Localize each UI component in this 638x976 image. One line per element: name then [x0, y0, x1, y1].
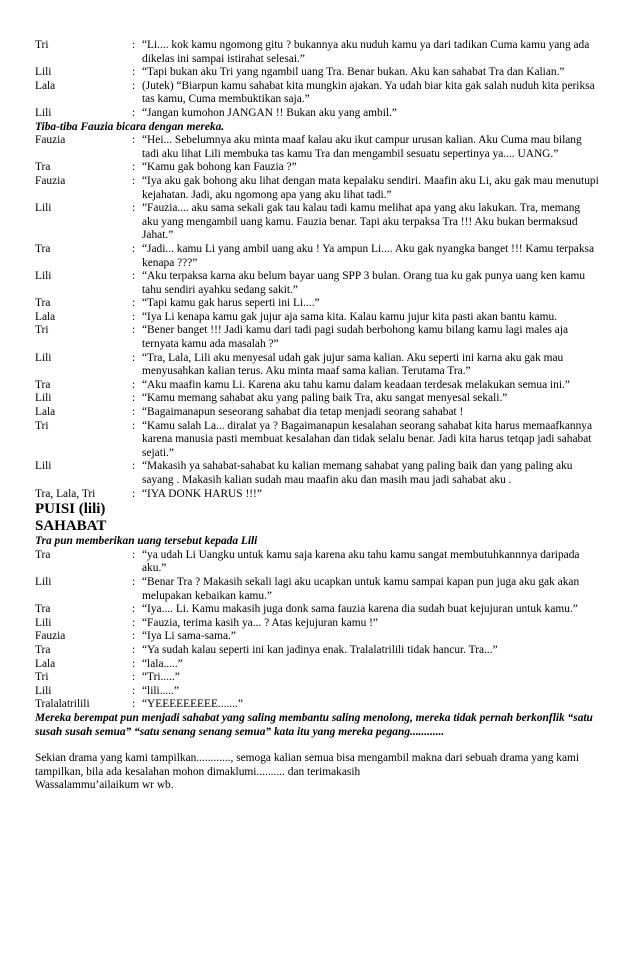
dialogue-line	[35, 80, 599, 107]
separator-colon: :	[132, 487, 136, 500]
stage-direction-money: Tra pun memberikan uang tersebut kepada Lili	[35, 535, 258, 548]
dialogue-text: “Tra, Lala, Lili aku menyesal udah gak jujur sama kalian. Aku seperti ini karna aku gak mau menyusahkan kalian terus. Aku minta maaf sama kalian. Terutama Tra.”	[142, 351, 564, 378]
dialogue-text: “Iya Li sama-sama.”	[142, 630, 236, 643]
dialogue-line	[35, 39, 599, 66]
speaker-name: Lili	[35, 392, 52, 405]
dialogue-text: “Aku terpaksa karna aku belum bayar uang SPP 3 bulan. Orang tua ku gak punya uang ken kamu tahu sendiri ayahku sedang sakit.”	[142, 270, 586, 296]
dialogue-block-2	[35, 134, 599, 501]
separator-colon: :	[132, 698, 136, 711]
dialogue-text: “Jangan kumohon JANGAN !! Bukan aku yang ambil.”	[142, 106, 397, 119]
dialogue-line	[35, 617, 599, 631]
dialogue-text: “Aku maafin kamu Li. Karena aku tahu kamu dalam keadaan terdesak melakukan semua ini.”	[142, 378, 570, 391]
separator-colon: :	[132, 161, 136, 174]
dialogue-text: “Ya sudah kalau seperti ini kan jadinya enak. Tralalatrilili tidak hancur. Tra...”	[142, 643, 498, 656]
speaker-name: Lili	[35, 616, 52, 629]
separator-colon: :	[132, 671, 136, 684]
separator-colon: :	[132, 39, 136, 51]
speaker-name: Tra	[35, 548, 51, 561]
speaker-name: Tra, Lala, Tri	[35, 487, 96, 500]
separator-colon: :	[132, 616, 136, 629]
dialogue-line	[35, 392, 599, 406]
dialogue-line	[35, 352, 599, 379]
dialogue-line	[35, 576, 599, 603]
separator-colon: :	[132, 684, 136, 697]
dialogue-text: “IYA DONK HARUS !!!”	[142, 487, 262, 500]
dialogue-text: “Makasih ya sahabat-sahabat ku kalian memang sahabat yang paling baik dan yang paling aku sayang . Makasih kalian sudah mau maafin aku dan masih mau jadi sahabat aku .	[142, 460, 573, 486]
dialogue-text: “ya udah Li Uangku untuk kamu saja karena aku tahu kamu sangat membutuhkannnya daripada aku.”	[142, 548, 580, 575]
dialogue-text: “Tapi bukan aku Tri yang ngambil uang Tra. Benar bukan. Aku kan sahabat Tra dan Kalian.”	[142, 66, 565, 79]
speaker-name: Lili	[35, 460, 52, 473]
dialogue-block-3	[35, 549, 599, 712]
separator-colon: :	[132, 378, 136, 391]
separator-colon: :	[132, 297, 136, 310]
dialogue-line	[35, 685, 599, 699]
dialogue-line	[35, 603, 599, 617]
speaker-name: Lala	[35, 310, 56, 323]
dialogue-line	[35, 202, 599, 243]
separator-colon: :	[132, 548, 136, 561]
speaker-name: Lala	[35, 406, 56, 419]
dialogue-line	[35, 488, 599, 502]
separator-colon: :	[132, 174, 136, 187]
separator-colon: :	[132, 242, 136, 255]
dialogue-text: “Iya.... Li. Kamu makasih juga donk sama fauzia karena dia sudah buat kejujuran untuk kamu.”	[142, 603, 578, 616]
dialogue-line	[35, 270, 599, 297]
separator-colon: :	[132, 460, 136, 473]
speaker-name: Fauzia	[35, 630, 66, 643]
dialogue-line	[35, 324, 599, 351]
poem-title: SAHABAT	[35, 518, 107, 535]
dialogue-text: “Iya Li kenapa kamu gak jujur aja sama kita. Kalau kamu jujur kita pasti akan bantu kamu.	[142, 310, 557, 323]
speaker-name: Lili	[35, 202, 52, 215]
speaker-name: Tralalatrilili	[35, 698, 90, 711]
dialogue-line	[35, 297, 599, 311]
dialogue-text: “Tri.....”	[142, 671, 180, 684]
speaker-name: Tri	[35, 39, 49, 51]
spacer	[35, 739, 599, 752]
dialogue-text: “Kamu gak bohong kan Fauzia ?”	[142, 161, 297, 174]
separator-colon: :	[132, 657, 136, 670]
speaker-name: Lili	[35, 106, 52, 119]
separator-colon: :	[132, 310, 136, 323]
speaker-name: Tra	[35, 297, 51, 310]
dialogue-line	[35, 379, 599, 393]
dialogue-line	[35, 66, 599, 80]
dialogue-line	[35, 671, 599, 685]
separator-colon: :	[132, 603, 136, 616]
closing-narration: Mereka berempat pun menjadi sahabat yang saling membantu saling menolong, mereka tidak pernah berkonflik “satu susah susah semua” “satu senang senang semua” kata itu yang mereka pegang............	[35, 711, 593, 738]
speaker-name: Lili	[35, 575, 52, 588]
document-page	[35, 39, 599, 793]
speaker-name: Fauzia	[35, 174, 66, 187]
dialogue-line	[35, 175, 599, 202]
dialogue-line	[35, 406, 599, 420]
dialogue-text: “lili.....”	[142, 684, 180, 697]
dialogue-text: “Bener banget !!! Jadi kamu dari tadi pagi sudah berbohong kamu bilang kamu lagi males aja ternyata kamu ada masalah ?”	[142, 324, 569, 351]
dialogue-text: “Bagaimanapun seseorang sahabat dia tetap menjadi seorang sahabat !	[142, 406, 464, 419]
separator-colon: :	[132, 419, 136, 432]
speaker-name: Lili	[35, 684, 52, 697]
speaker-name: Tra	[35, 242, 51, 255]
dialogue-text: “Jadi... kamu Li yang ambil uang aku ! Ya ampun Li.... Aku gak nyangka banget !!! Kamu terpaksa kenapa ???”	[142, 242, 595, 269]
speaker-name: Tri	[35, 324, 49, 337]
speaker-name: Tra	[35, 603, 51, 616]
speaker-name: Lili	[35, 270, 52, 283]
speaker-name: Lala	[35, 657, 56, 670]
speaker-name: Tra	[35, 161, 51, 174]
separator-colon: :	[132, 575, 136, 588]
dialogue-text: “Iya aku gak bohong aku lihat dengan mata kepalaku sendiri. Maafin aku Li, aku gak mau menutupi kejahatan. Jadi, aku ngomong apa yang aku lihat tadi.”	[142, 174, 599, 201]
separator-colon: :	[132, 270, 136, 283]
speaker-name: Lala	[35, 79, 56, 92]
dialogue-line	[35, 420, 599, 461]
dialogue-line	[35, 644, 599, 658]
dialogue-line	[35, 630, 599, 644]
dialogue-text: (Jutek) “Biarpun kamu sahabat kita mungkin ajakan. Ya udah biar kita gak salah nuduh kita periksa tas kamu, Cuma membuktikan saja.”	[142, 79, 595, 106]
speaker-name: Tra	[35, 378, 51, 391]
dialogue-text: “Kamu salah La... diralat ya ? Bagaimanapun kesalahan seorang sahabat kita harus memaafkannya karena manusia pasti membuat kesalahan dan tidak selalu benar. Jadi kita harus tetqap jadi sahabat sejati.”	[142, 419, 593, 459]
stage-direction-fauzia: Tiba-tiba Fauzia bicara dengan mereka.	[35, 120, 225, 133]
poem-heading: PUISI (lili)	[35, 501, 106, 518]
separator-colon: :	[132, 134, 136, 147]
dialogue-line	[35, 107, 599, 121]
speaker-name: Lili	[35, 351, 52, 364]
dialogue-text: “Benar Tra ? Makasih sekali lagi aku ucapkan untuk kamu sampai kapan pun juga aku gak akan melupakan kebaikan kamu.”	[142, 575, 580, 602]
separator-colon: :	[132, 202, 136, 215]
dialogue-text: “Fauzia, terima kasih ya... ? Atas kejujuran kamu !”	[142, 616, 378, 629]
dialogue-text: “Kamu memang sahabat aku yang paling baik Tra, aku sangat menyesal sekali.”	[142, 392, 508, 405]
closing-greeting: Wassalammu’ailaikum wr wb.	[35, 779, 174, 792]
separator-colon: :	[132, 66, 136, 79]
dialogue-text: “Hei... Sebelumnya aku minta maaf kalau aku ikut campur urusan kalian. Aku Cuma mau bilang tadi aku lihat Lili membuka tas kamu Tra dan mengambil sesuatu sepertinya ya.... UANG.”	[142, 134, 582, 160]
closing-paragraph: Sekian drama yang kami tampilkan............, semoga kalian semua bisa mengambil makna dari sebuah drama yang kami tampilkan, bila ada kesalahan mohon dimaklumi.......... dan terimakasih	[35, 752, 580, 778]
separator-colon: :	[132, 324, 136, 337]
separator-colon: :	[132, 643, 136, 656]
separator-colon: :	[132, 392, 136, 405]
dialogue-line	[35, 698, 599, 712]
speaker-name: Lili	[35, 66, 52, 79]
dialogue-text: “lala.....”	[142, 657, 183, 670]
separator-colon: :	[132, 79, 136, 92]
separator-colon: :	[132, 406, 136, 419]
speaker-name: Tri	[35, 671, 49, 684]
speaker-name: Tra	[35, 643, 51, 656]
dialogue-text: “YEEEEEEEEE.......”	[142, 698, 243, 711]
dialogue-line	[35, 549, 599, 576]
dialogue-line	[35, 161, 599, 175]
dialogue-line	[35, 658, 599, 672]
dialogue-line	[35, 134, 599, 161]
speaker-name: Tri	[35, 419, 49, 432]
speaker-name: Fauzia	[35, 134, 66, 147]
dialogue-line	[35, 243, 599, 270]
dialogue-line	[35, 311, 599, 325]
separator-colon: :	[132, 106, 136, 119]
dialogue-text: ”Fauzia.... aku sama sekali gak tau kalau tadi kamu melihat apa yang aku lakukan. Tra, memang aku yang mengambil uang kamu. Fauzia benar. Tapi aku terpaksa Tra !!! Aku bukan bermaksud Jahat.”	[142, 202, 581, 242]
dialogue-text: “Li.... kok kamu ngomong gitu ? bukannya aku nuduh kamu ya dari tadikan Cuma kamu yang ada dikelas ini sampai istirahat selesai.”	[142, 39, 590, 65]
dialogue-line	[35, 460, 599, 487]
separator-colon: :	[132, 630, 136, 643]
dialogue-block-1	[35, 39, 599, 121]
dialogue-text: “Tapi kamu gak harus seperti ini Li....”	[142, 297, 320, 310]
separator-colon: :	[132, 351, 136, 364]
